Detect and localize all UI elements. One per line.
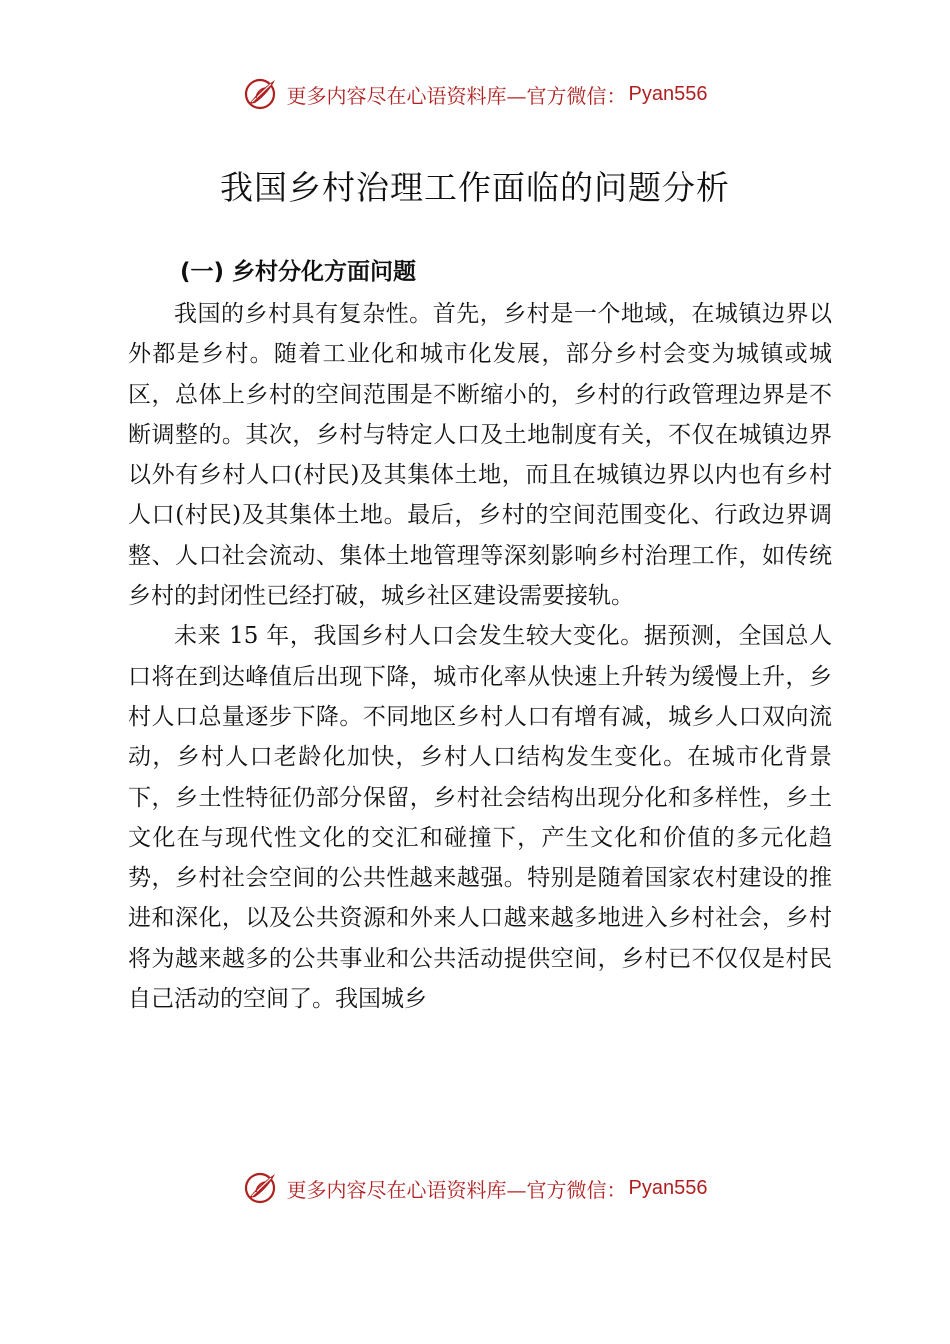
footer-wechat-id: Pyan556 [628,1176,708,1199]
paragraph-2: 未来 15 年，我国乡村人口会发生较大变化。据预测，全国总人口将在到达峰值后出现下降，城市化率从快速上升转为缓慢上升，乡村人口总量逐步下降。不同地区乡村人口有增有减，城乡人口双向流动，乡村人口老龄化加快，乡村人口结构发生变化。在城市化背景下，乡土性特征仍部分保留，乡村社会结构出现分化和多样性，乡土文化在与现代性文化的交汇和碰撞下，产生文化和价值的多元化趋势，乡村社会空间的公共性越来越强。特别是随着国家农村建设的推进和深化，以及公共资源和外来人口越来越多地进入乡村社会，乡村将为越来越多的公共事业和公共活动提供空间，乡村已不仅仅是村民自己活动的空间了。我国城乡 [128,623,832,1013]
paragraph-1: 我国的乡村具有复杂性。首先，乡村是一个地域，在城镇边界以外都是乡村。随着工业化和城市化发展，部分乡村会变为城镇或城区，总体上乡村的空间范围是不断缩小的，乡村的行政管理边界是不断调整的。其次，乡村与特定人口及土地制度有关，不仅在城镇边界以外有乡村人口(村民)及其集体土地，而且在城镇边界以内也有乡村人口(村民)及其集体土地。最后，乡村的空间范围变化、行政边界调整、人口社会流动、集体土地管理等深刻影响乡村治理工作，如传统乡村的封闭性已经打破，城乡社区建设需要接轨。 [128,301,832,610]
quill-logo-icon [243,1170,279,1206]
header-banner-text: 更多内容尽在心语资料库—官方微信： [286,83,627,108]
page-title: 我国乡村治理工作面临的问题分析 [220,168,730,207]
footer-banner-text: 更多内容尽在心语资料库—官方微信： [286,1177,627,1202]
footer-banner [0,1166,950,1210]
header-wechat-id: Pyan556 [628,82,708,105]
body-text [128,294,832,1019]
section-heading: (一) 乡村分化方面问题 [180,259,417,285]
quill-logo-icon [243,76,279,112]
header-banner [0,72,950,116]
